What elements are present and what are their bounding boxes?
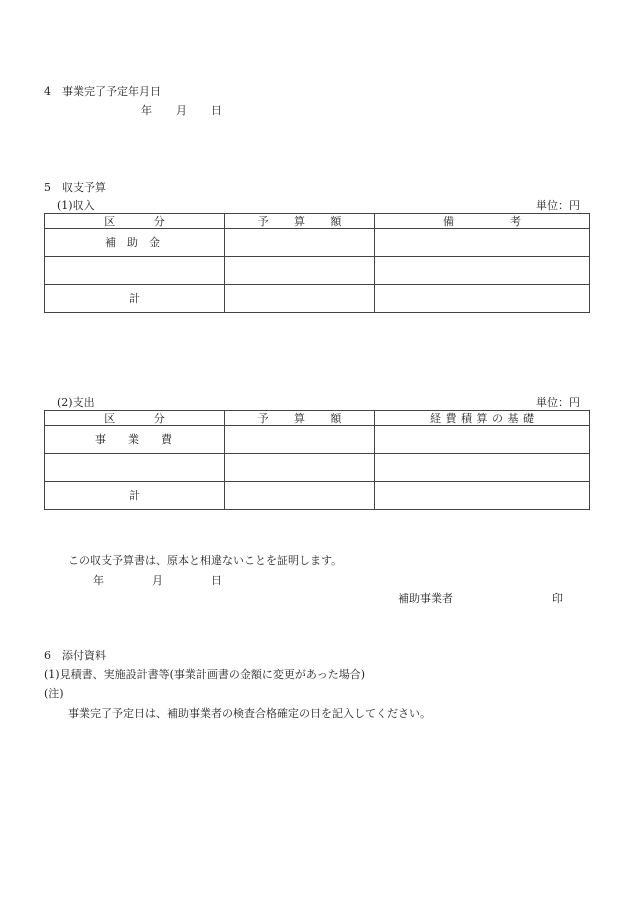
income-table: [44, 213, 590, 313]
income-row-blank-amount[interactable]: [225, 257, 375, 285]
attachment-item-1: (1)見積書、実施設計書等(事業計画書の金額に変更があった場合): [44, 668, 366, 681]
section4-year-label: 年: [141, 104, 152, 117]
income-row-subsidy-amount[interactable]: [225, 229, 375, 257]
income-row-subsidy-remarks[interactable]: [375, 229, 590, 257]
section6-heading: 6 添付資料: [44, 649, 106, 662]
expense-header-category: 区 分: [45, 411, 225, 426]
income-row-subsidy: 補 助 金: [45, 229, 225, 257]
cert-day-label: 日: [211, 574, 222, 587]
cert-year-label: 年: [93, 574, 104, 587]
income-unit: 単位：円: [536, 199, 580, 212]
income-row-total-remarks[interactable]: [375, 285, 590, 313]
section4-day-label: 日: [211, 104, 222, 117]
seal-label: 印: [552, 592, 563, 605]
note-text: 事業完了予定日は、補助事業者の検査合格確定の日を記入してください。: [68, 707, 431, 720]
certification-text: この収支予算書は、原本と相違ないことを証明します。: [68, 554, 343, 567]
expense-header-budget: 予 算 額: [225, 411, 375, 426]
expense-row-blank-amount[interactable]: [225, 454, 375, 482]
expense-row-total-amount[interactable]: [225, 482, 375, 510]
section4-month-label: 月: [176, 104, 187, 117]
expense-row-project-cost-basis[interactable]: [375, 426, 590, 454]
income-row-total-amount[interactable]: [225, 285, 375, 313]
expense-row-blank: [45, 454, 225, 482]
expense-table: [44, 410, 590, 510]
income-row-total: 計: [45, 285, 225, 313]
note-label: (注): [44, 687, 64, 700]
income-header-remarks: 備 考: [375, 214, 590, 229]
expense-row-total-basis[interactable]: [375, 482, 590, 510]
income-label: (1)収入: [57, 199, 95, 212]
expense-header-basis: 経 費 積 算 の 基 礎: [375, 411, 590, 426]
income-header-category: 区 分: [45, 214, 225, 229]
expense-row-total: 計: [45, 482, 225, 510]
section4-heading: 4 事業完了予定年月日: [44, 85, 161, 98]
expense-label: (2)支出: [57, 396, 95, 409]
cert-month-label: 月: [152, 574, 163, 587]
section5-heading: 5 収支予算: [44, 181, 106, 194]
signer-label: 補助事業者: [398, 592, 453, 605]
expense-row-project-cost-amount[interactable]: [225, 426, 375, 454]
expense-row-project-cost: 事 業 費: [45, 426, 225, 454]
income-header-budget: 予 算 額: [225, 214, 375, 229]
expense-row-blank-basis[interactable]: [375, 454, 590, 482]
income-row-blank-remarks[interactable]: [375, 257, 590, 285]
income-row-blank: [45, 257, 225, 285]
expense-unit: 単位：円: [536, 396, 580, 409]
